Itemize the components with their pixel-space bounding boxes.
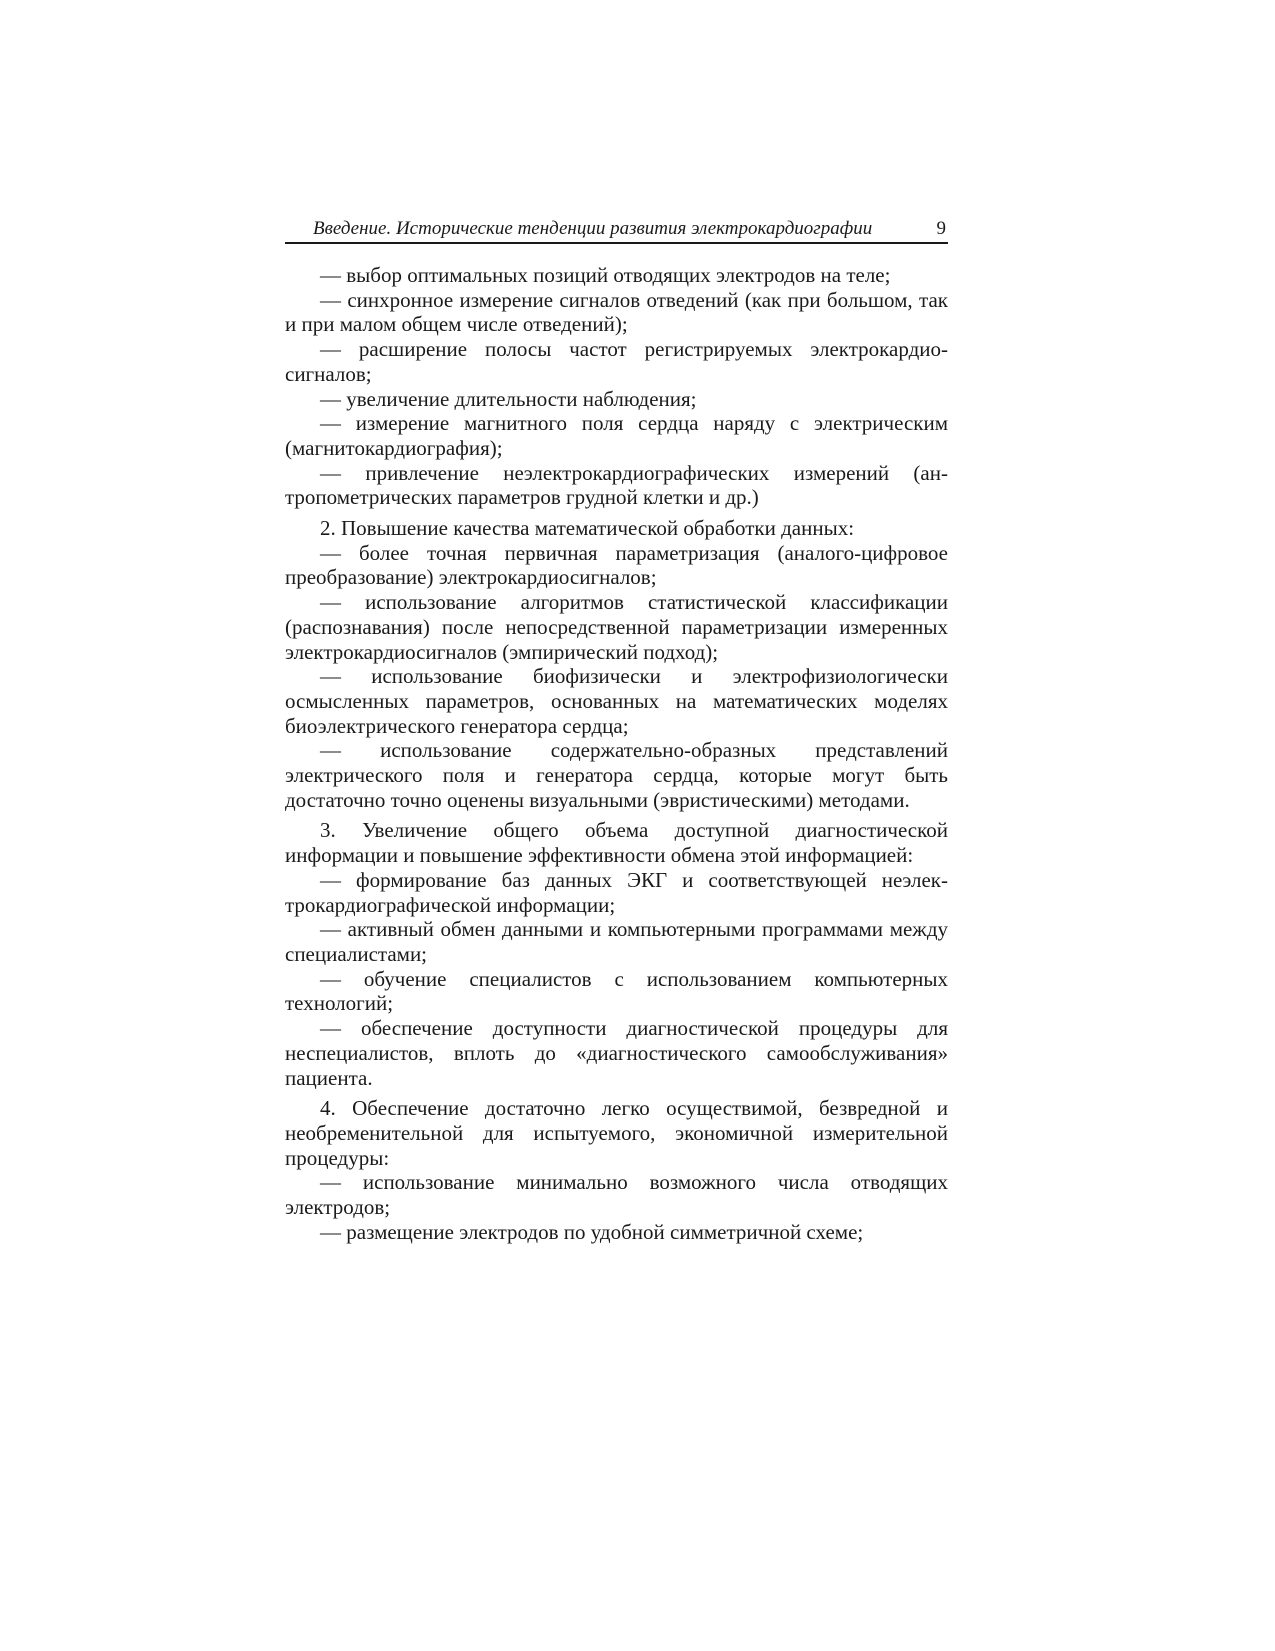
- list-item: — увеличение длительности наблюдения;: [320, 386, 697, 411]
- list-item: — использование алгоритмов статистической классификации (распознавания) после непосредственной параметризации измеренных электрокардиосигналов (эмпирический подход);: [285, 590, 948, 664]
- page-number: 9: [936, 218, 946, 239]
- list-item: — выбор оптимальных позиций отводящих электродов на теле;: [320, 263, 891, 287]
- list-item: — использование содержательно-образных представлений электрического поля и генератора сердца, которые могут быть достаточно точно оценены визуальными (эвристическими) методами.: [285, 738, 948, 812]
- running-header: [285, 218, 948, 244]
- list-item: — активный обмен данными и компьютерными программами между специалистами;: [285, 917, 948, 966]
- list-item: — использование минимально возможного числа отводящих электродов;: [285, 1170, 948, 1220]
- list-item: — измерение магнитного поля сердца наряду с электрическим (магнитокардиография);: [285, 411, 948, 460]
- running-title: Введение. Исторические тенденции развития электрокардиографии: [313, 218, 873, 239]
- section-heading-2: 2. Повышение качества математической обработки данных:: [320, 516, 855, 541]
- list-item: — обучение специалистов с использованием компьютерных технологий;: [285, 966, 948, 1016]
- list-item: — обеспечение доступности диагностической процедуры для неспециалистов, вплоть до «диагностического самообслуживания» пациента.: [285, 1016, 948, 1090]
- list-item: — использование биофизически и электрофизиологически осмысленных параметров, основанных на математических моделях биоэлектрического генератора сердца;: [285, 664, 948, 738]
- list-item: — расширение полосы частот регистрируемых электрокардиосигналов;: [285, 337, 948, 386]
- list-item: — привлечение неэлектрокардиографических измерений (антропометрических параметров грудной клетки и др.): [285, 460, 948, 510]
- section-heading-3: 3. Увеличение общего объема доступной диагностической информации и повышение эффективности обмена этой информацией:: [285, 818, 948, 868]
- body-text: [285, 263, 948, 1244]
- section-heading-4: 4. Обеспечение достаточно легко осуществимой, безвредной и необременительной для испытуемого, экономичной измерительной процедуры:: [285, 1096, 948, 1170]
- list-item: — размещение электродов по удобной симметричной схеме;: [320, 1219, 864, 1244]
- list-item: — формирование баз данных ЭКГ и соответствующей неэлектрокардиографической информации;: [285, 867, 948, 917]
- list-item: — более точная первичная параметризация (аналого-цифровое преобразование) электрокардиосигналов;: [285, 540, 948, 590]
- list-item: — синхронное измерение сигналов отведений (как при большом, так и при малом общем числе отведений);: [285, 287, 948, 337]
